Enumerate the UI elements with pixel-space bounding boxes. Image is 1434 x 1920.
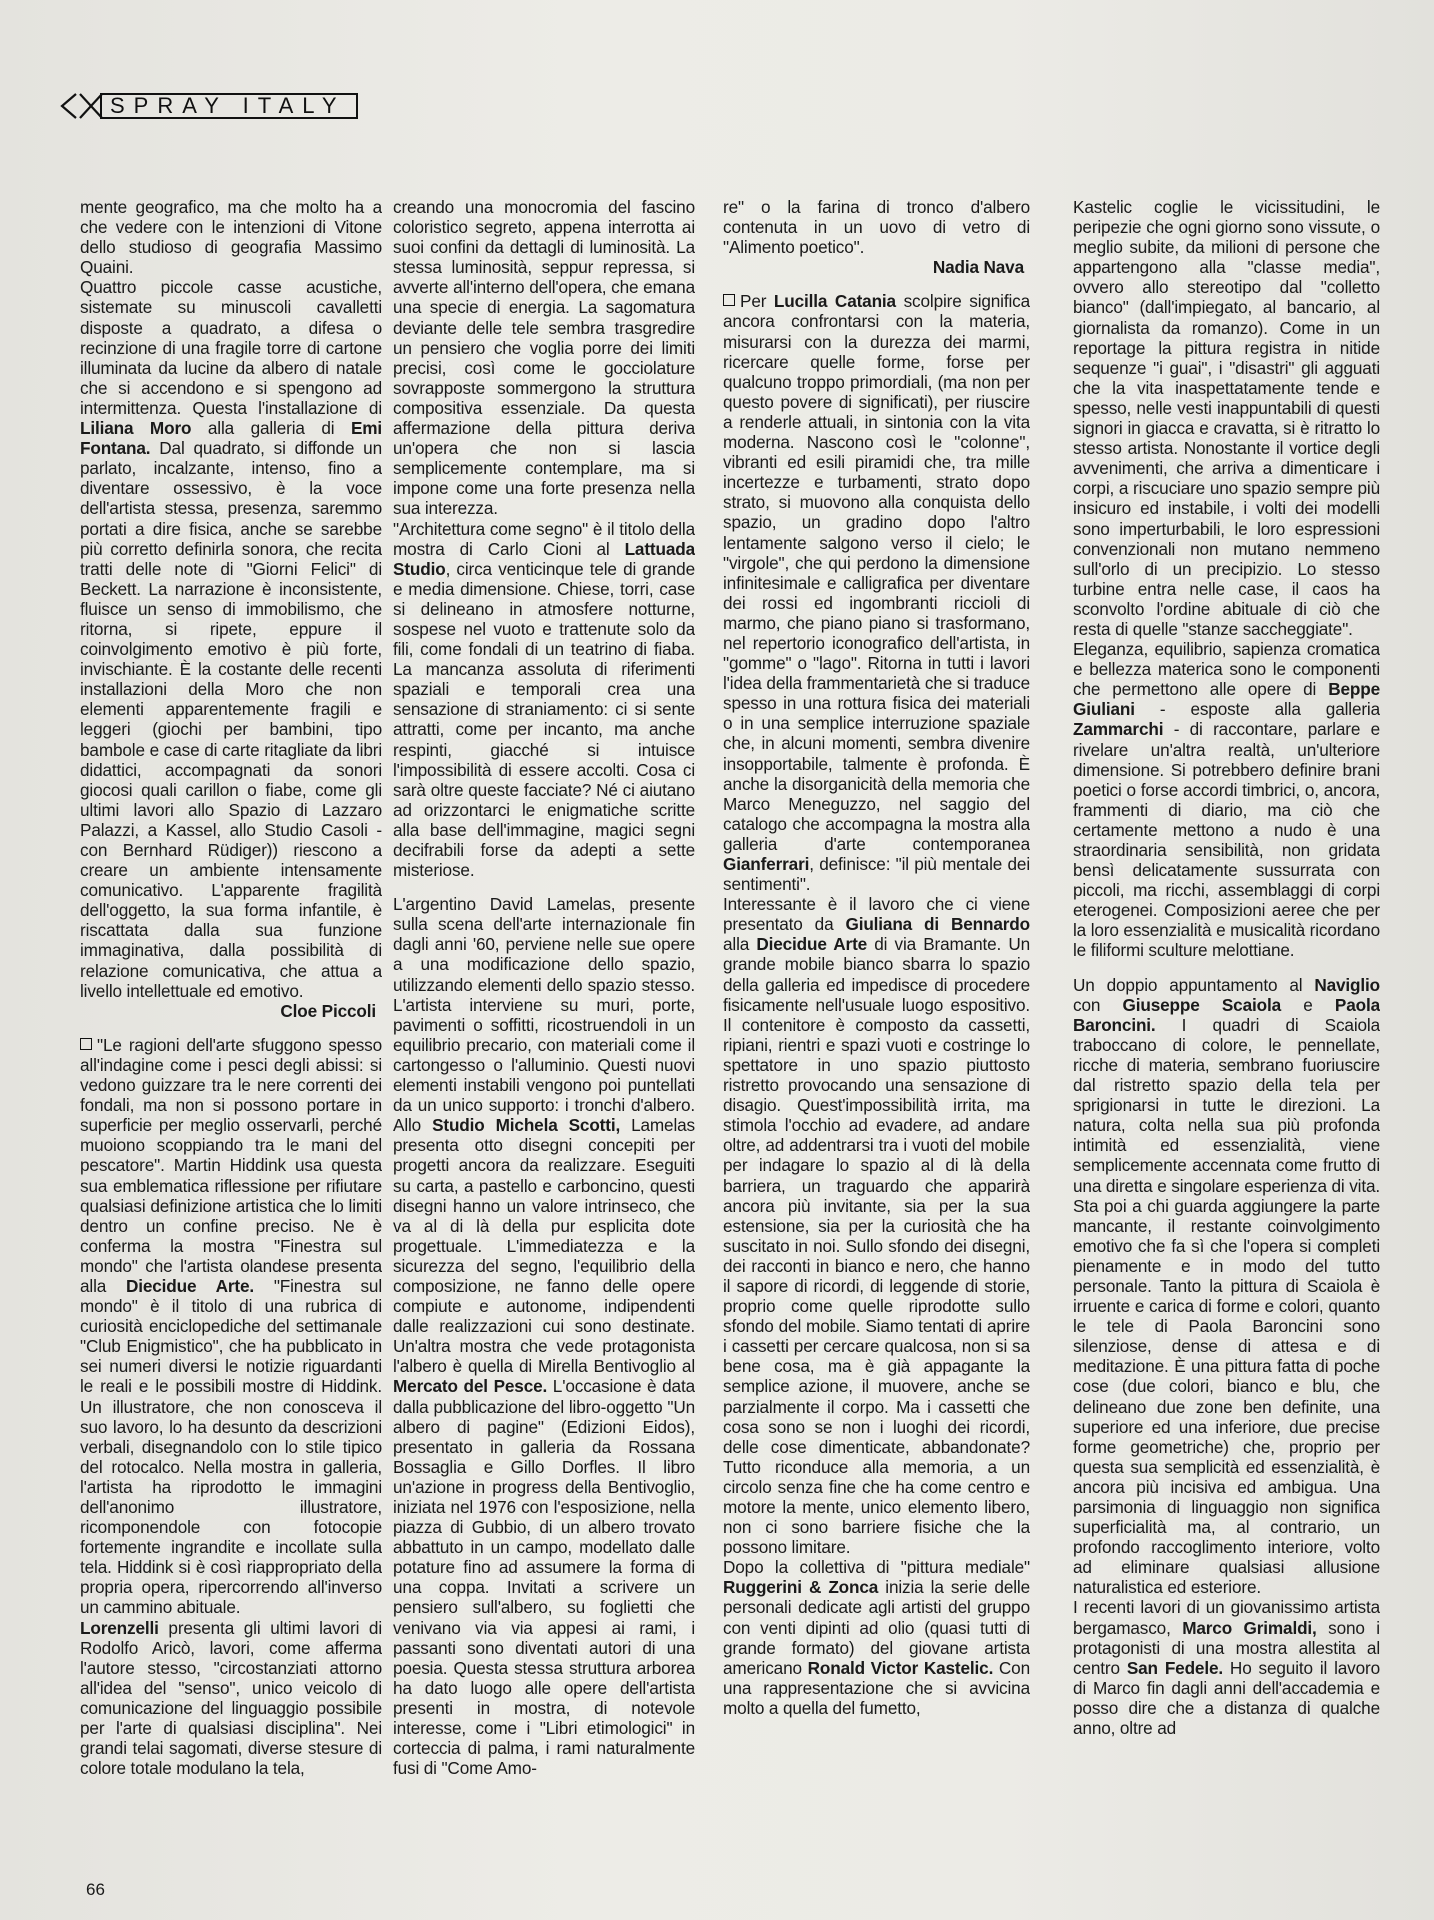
paragraph: Quattro piccole casse acustiche, sistemate su minuscoli cavalletti disposte a quadrato, a difesa o recinzione di una fragile torre di cartone illuminata da lucine da albero di natale che si accendono e si spengono ad intermittenza. Questa l'installazione di Liliana Moro alla galleria di Emi Fontana. Dal quadrato, si diffonde un parlato, incalzante, intenso, fino a diventare ossessivo, è la voce dell'artista stessa, presenza, saremmo portati a dire fisica, anche se sarebbe più corretto definirla sonora, che recita tratti delle note di "Giorni Felici" di Beckett. La narrazione è inconsistente, fluisce un senso di immobilismo, che ritorna, si ripete, eppure il coinvolgimento emotivo è più forte, invischiante. È la costante delle recenti installazioni della Moro che non elementi apparentemente fragili e leggeri (giochi per bambini, tipo bambole e case di carte ritagliate da libri didattici, accompagnati da sonori giocosi quali carillon o fiabe, come gli ultimi lavori allo Spazio di Lazzaro Palazzi, a Kassel, allo Studio Casoli - con Bernhard Rüdiger)) riescono a creare un ambiente intensamente comunicativo. L'apparente fragilità dell'oggetto, la sua forma infantile, è riscattata dalla sua funzione immaginativa, dalla possibilità di relazione comunicativa, che attua a livello intellettuale ed emotivo. <box>80 277 382 1001</box>
column-4-part-1 <box>1073 197 1380 961</box>
author-signature: Nadia Nava <box>932 257 1024 278</box>
paragraph: Lorenzelli presenta gli ultimi lavori di Rodolfo Aricò, lavori, come afferma l'autore stesso, "circostanziati attorno all'idea del "senso", unico veicolo di comunicazione del linguaggio possibile per l'arte di qualsiasi disciplina". Nei grandi telai sagomati, diverse stesure di colore totale modulano la tela, <box>80 1617 382 1779</box>
paragraph: Interessante è il lavoro che ci viene presentato da Giuliana di Bennardo alla Diecidue Arte di via Bramante. Un grande mobile bianco sbarra lo spazio della galleria ed impedisce di procedere fisicamente nell'usuale luogo espositivo. Il contenitore è composto da cassetti, ripiani, rientri e spazi vuoti e costringe lo spettatore in uno spazio piuttosto ristretto provocando una sensazione di disagio. Quest'impossibilità irrita, ma stimola l'occhio ad evadere, ad andare oltre, ad addentrarsi tra i vuoti del mobile per indagare lo spazio al di là della barriera, un traguardo che apparirà ancora più invitante, sia per la sua estensione, sia per la curiosità che ha suscitato in noi. Sullo sfondo dei disegni, dei racconti in bianco e nero, che hanno il sapore di ricordi, di leggende di storie, proprio come quelle riprodotte sullo sfondo del mobile. Siamo tentati di aprire i cassetti per cercare qualcosa, non si sa bene cosa, ma è già appagante la semplice azione, il muovere, anche se parzialmente il corpo. Ma i cassetti che cosa sono se non i luoghi dei ricordi, delle cose dimenticate, abbandonate? Tutto riconduce alla memoria, a un circolo senza fine che ha come centro e motore la mente, unico elemento libero, non ci sono barriere fisiche che la possono limitare. <box>723 894 1030 1558</box>
column-1-part-2 <box>80 1035 382 1778</box>
author-signature: Cloe Piccoli <box>280 1000 376 1021</box>
chevron-logo-icon <box>58 92 106 120</box>
column-1-part-1 <box>80 197 382 1001</box>
column-3-part-1 <box>723 197 1030 257</box>
column-4-part-2 <box>1073 975 1380 1739</box>
paragraph: L'argentino David Lamelas, presente sulla scena dell'arte internazionale fin dagli anni '60, perviene nelle sue opere a una modificazione dello spazio, utilizzando elementi dello spazio stesso. L'artista interviene su muri, porte, pavimenti o soffitti, ricostruendoli in un equilibrio precario, con materiali come il cartongesso o l'alluminio. Questi nuovi elementi instabili vengono poi puntellati da un unico supporto: i tronchi d'albero. Allo Studio Michela Scotti, Lamelas presenta otto disegni concepiti per progetti ancora da realizzare. Eseguiti su carta, a pastello e carboncino, questi disegni hanno un valore intrinseco, che va al di là della pur esplicita dote progettuale. L'immediatezza e la sicurezza del segno, l'equilibrio della composizione, ne fanno delle opere compiute e autonome, indipendenti dalle realizzazioni cui sono destinate. Un'altra mostra che vede protagonista l'albero è quella di Mirella Bentivoglio al Mercato del Pesce. L'occasione è data dalla pubblicazione del libro-oggetto "Un albero di pagine" (Edizioni Eidos), presentato in galleria da Rossana Bossaglia e Gillo Dorfles. Il libro un'azione in progress della Bentivoglio, iniziata nel 1976 con l'esposizione, nella piazza di Gubbio, di un albero trovato abbattuto in un campo, modellato dalle potature fino ad assumere la forma di una coppa. Invitati a scrivere un pensiero sull'albero, su foglietti che venivano via via appesi ai rami, i passanti sono diventati autori di una poesia. Questa stessa struttura arborea ha dato luogo alle opere dell'artista presenti in mostra, di notevole interesse, come i "Libri etimologici" in corteccia di palma, i rami naturalmente fusi di "Come Amo- <box>393 894 695 1779</box>
section-title: SPRAY ITALY <box>100 93 358 119</box>
paragraph: Un doppio appuntamento al Naviglio con Giuseppe Scaiola e Paola Baroncini. I quadri di Scaiola traboccano di colore, le pennellate, ricche di materia, sembrano fuoriuscire dal ristretto spazio della tela per sprigionarsi in tutte le direzioni. La natura, colta nella sua più profonda intimità ed essenzialità, viene semplicemente accennata come frutto di una diretta e singolare esperienza di vita. Sta poi a chi guarda aggiungere la parte mancante, il restante coinvolgimento emotivo che fa sì che l'opera si completi pienamente e in modo del tutto personale. Tanto la pittura di Scaiola è irruente e carica di forme e colori, quanto le tele di Paola Baroncini sono silenziose, dense di attesa e di meditazione. È una pittura fatta di poche cose (due colori, bianco e blu, che delineano due zone ben definite, una superiore ed una inferiore, due precise forme geometriche) che, proprio per questa sua semplicità ed essenzialità, è ancora più incisiva ed ambigua. Una parsimonia di linguaggio non significa superficialità ma, al contrario, un profondo raccoglimento interiore, volto ad eliminare qualsiasi allusione naturalistica ed esteriore. <box>1073 974 1380 1598</box>
paragraph: "Architettura come segno" è il titolo della mostra di Carlo Cioni al Lattuada Studio, circa venticinque tele di grande e media dimensione. Chiese, torri, case si delineano in atmosfere notturne, sospese nel vuoto e trattenute solo da fili, come fondali di un teatrino di fiaba. La mancanza assoluta di riferimenti spaziali e temporali crea una sensazione di straniamento: ci si sente attratti, come per incanto, ma anche respinti, giacché si intuisce l'impossibilità di essere accolti. Cosa ci sarà oltre queste facciate? Né ci aiutano ad orizzontarci le enigmatiche scritte alla base dell'immagine, magici segni decifrabili forse da adepti a sette misteriose. <box>393 518 695 881</box>
paragraph: Dopo la collettiva di "pittura mediale" Ruggerini & Zonca inizia la serie delle personali dedicate agli artisti del gruppo con venti dipinti ad olio (quasi tutti di grande formato) del giovane artista americano Ronald Victor Kastelic. Con una rappresentazione che si avvicina molto a quella del fumetto, <box>723 1557 1030 1718</box>
column-4 <box>1073 197 1380 1827</box>
article-columns <box>80 197 1380 1827</box>
paragraph: I recenti lavori di un giovanissimo artista bergamasco, Marco Grimaldi, sono i protagonisti di una mostra allestita al centro San Fedele. Ho seguito il lavoro di Marco fin dagli anni dell'accademia e posso dire che a distanza di qualche anno, oltre ad <box>1073 1597 1380 1739</box>
column-2-part-2 <box>393 894 695 1778</box>
paragraph: "Le ragioni dell'arte sfuggono spesso all'indagine come i pesci degli abissi: si vedono guizzare tra le nere correnti dei fondali, ma non si possono portare in superficie per meglio osservarli, perché muoiono scoppiando tra le mani del pescatore". Martin Hiddink usa questa sua emblematica riflessione per rifiutare qualsiasi definizione artistica che lo limiti dentro un confine preciso. Ne è conferma la mostra "Finestra sul mondo" che l'artista olandese presenta alla Diecidue Arte. "Finestra sul mondo" è il titolo di una rubrica di curiosità enciclopediche del settimanale "Club Enigmistico", che ha pubblicato in sei numeri diversi le notizie riguardanti le reali e le possibili mostre di Hiddink. Un illustratore, che non conosceva il suo lavoro, lo ha desunto da descrizioni verbali, disegnandolo con lo stile tipico del rotocalco. Nella mostra in galleria, l'artista ha riprodotto le immagini dell'anonimo illustratore, ricomponendole con fotocopie fortemente ingrandite e incollate sulla tela. Hiddink si è così riappropriato della propria opera, ripercorrendo all'inverso un cammino abituale. <box>80 1034 382 1618</box>
paragraph: mente geografico, ma che molto ha a che vedere con le intenzioni di Vitone dello studioso di geografia Massimo Quaini. <box>80 197 382 278</box>
paragraph: creando una monocromia del fascino coloristico segreto, appena interrotta ai suoi confini da dettagli di luminosità. La stessa luminosità, seppur repressa, si avverte all'interno dell'opera, che emana una specie di energia. La sagomatura deviante delle tele sembra trasgredire un pensiero che voglia porre dei limiti precisi, così come le gocciolature sovrapposte sommergono la struttura compositiva essenziale. Da questa affermazione della pittura deriva un'opera che non si lascia semplicemente contemplare, ma si impone come una forte presenza nella sua interezza. <box>393 197 695 519</box>
column-3 <box>723 197 1030 1827</box>
paragraph: Eleganza, equilibrio, sapienza cromatica e bellezza materica sono le componenti che permettono alle opere di Beppe Giuliani - esposte alla galleria Zammarchi - di raccontare, parlare e rivelare un'altra realtà, un'ulteriore dimensione. Si potrebbero definire brani poetici o forse accordi timbrici, o, ancora, frammenti di diario, ma ciò che certamente mettono a nudo è una straordinaria sensibilità, non gridata bensì delicatamente sussurrata con piccoli, ma ricchi, assemblaggi di corpi eterogenei. Composizioni aeree che per la loro essenzialità e musicalità ricordano le filiformi sculture melottiane. <box>1073 639 1380 961</box>
page-number: 66 <box>86 1880 105 1899</box>
column-2 <box>393 197 695 1827</box>
column-3-part-2 <box>723 291 1030 1718</box>
paragraph: Kastelic coglie le vicissitudini, le peripezie che ogni giorno sono vissute, o meglio subite, da milioni di persone che appartengono alla "classe media", ovvero allo stereotipo dal "colletto bianco" (dall'impiegato, al bancario, al giornalista da romanzo). Come in un reportage la pittura registra in nitide sequenze "i guai", i "disastri" gli agguati che la vita inaspettatamente tende e spesso, nelle vesti inappuntabili di questi signori in giacca e cravatta, si è ritratto lo stesso artista. Nonostante il vortice degli avvenimenti, che arriva a dimenticare i corpi, a riscuciare uno spazio sempre più insicuro ed instabile, i volti dei modelli sono imperturbabili, le loro espressioni convenzionali non mutano nemmeno sull'orlo di un precipizio. Lo stesso turbine entra nelle case, il caos ha sconvolto l'ordine abituale di ciò che resta di quelle "stanze saccheggiate". <box>1073 197 1380 639</box>
column-1 <box>80 197 382 1827</box>
column-2-part-1 <box>393 197 695 880</box>
paragraph: re" o la farina di tronco d'albero contenuta in un uovo di vetro di "Alimento poetico". <box>723 197 1030 258</box>
section-header <box>58 92 358 120</box>
paragraph: Per Lucilla Catania scolpire significa ancora confrontarsi con la materia, misurarsi con la durezza dei marmi, ricercare quelle forme, forse per qualcuno troppo primordiali, (ma non per questo povere di significati), per riuscire a renderle attuali, in sintonia con la vita moderna. Nascono così le "colonne", vibranti ed esili piramidi che, tra mille incertezze e turbamenti, strato dopo strato, si muovono alla conquista dello spazio, un gradino dopo l'altro lentamente salgono verso il cielo; le "virgole", che qui perdono la dimensione infinitesimale e calligrafica per diventare dei rossi ed ingombranti riccioli di marmo, che piano piano si trasformano, nel repertorio iconografico dell'artista, in "gomme" o "lago". Ritorna in tutti i lavori l'idea della frammentarietà che si traduce spesso in una rottura fisica dei materiali o in una semplice interruzione spaziale che, in alcuni momenti, sembra divenire insopportabile, talmente è profonda. È anche la disorganicità della memoria che Marco Meneguzzo, nel saggio del catalogo che accompagna la mostra alla galleria d'arte contemporanea Gianferrari, definisce: "il più mentale dei sentimenti". <box>723 291 1030 895</box>
